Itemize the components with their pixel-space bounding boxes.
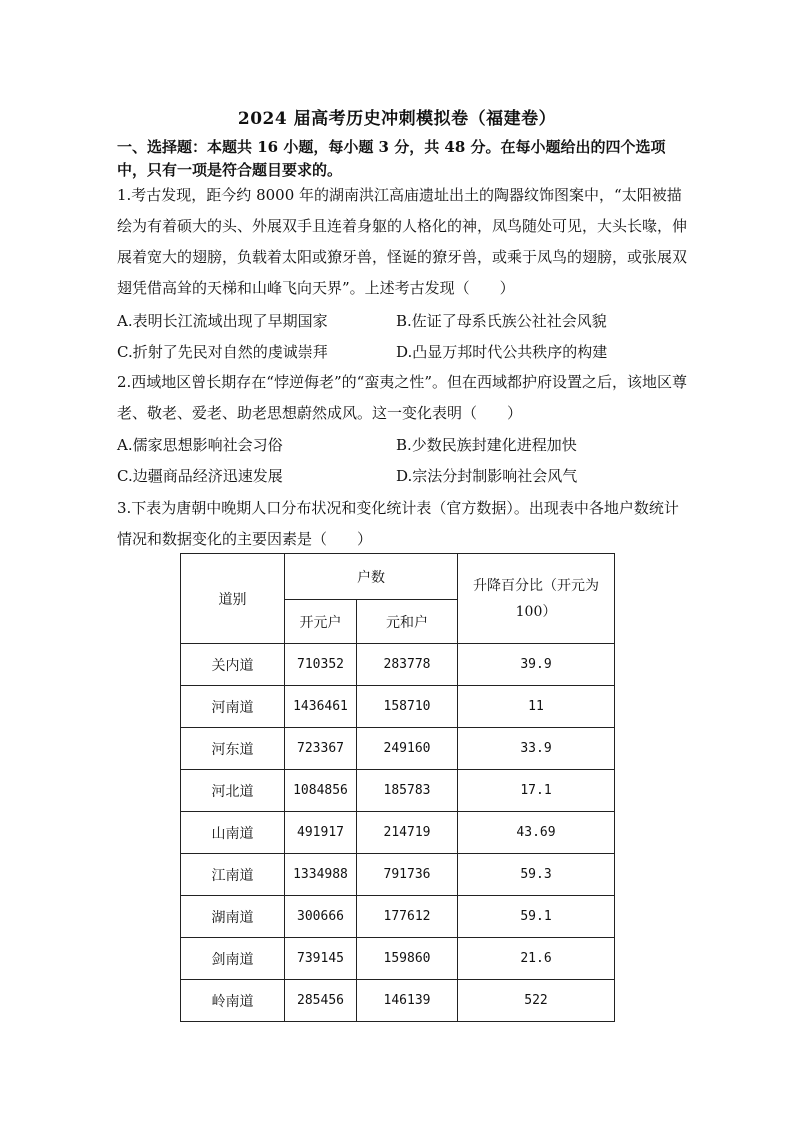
table-cell-percent: 522 bbox=[458, 980, 615, 1022]
table-cell-yuanhe: 159860 bbox=[357, 938, 458, 980]
table-row bbox=[181, 644, 615, 686]
table-cell-kaiyuan: 739145 bbox=[285, 938, 357, 980]
table-header-households: 户数 bbox=[285, 554, 458, 600]
table-cell-yuanhe: 146139 bbox=[357, 980, 458, 1022]
table-cell-kaiyuan: 710352 bbox=[285, 644, 357, 686]
table-cell-region: 关内道 bbox=[181, 644, 285, 686]
table-cell-yuanhe: 249160 bbox=[357, 728, 458, 770]
table-row bbox=[181, 770, 615, 812]
table-cell-region: 山南道 bbox=[181, 812, 285, 854]
table-cell-percent: 11 bbox=[458, 686, 615, 728]
question-2-option-a: A.儒家思想影响社会习俗 bbox=[117, 436, 283, 454]
table-row bbox=[181, 896, 615, 938]
table-cell-kaiyuan: 1334988 bbox=[285, 854, 357, 896]
table-cell-yuanhe: 177612 bbox=[357, 896, 458, 938]
table-cell-percent: 17.1 bbox=[458, 770, 615, 812]
table-cell-region: 河东道 bbox=[181, 728, 285, 770]
table-cell-kaiyuan: 1436461 bbox=[285, 686, 357, 728]
question-2-text: 2.西域地区曾长期存在“悖逆侮老”的“蛮夷之性”。但在西域都护府设置之后，该地区尊老、敬老、爱老、助老思想蔚然成风。这一变化表明（ ） bbox=[117, 373, 687, 422]
table-cell-region: 湖南道 bbox=[181, 896, 285, 938]
question-2-option-d: D.宗法分封制影响社会风气 bbox=[396, 467, 578, 485]
table-cell-region: 岭南道 bbox=[181, 980, 285, 1022]
section-instructions: 一、选择题：本题共 16 小题，每小题 3 分，共 48 分。在每小题给出的四个选项中，只有一项是符合题目要求的。 bbox=[117, 138, 666, 179]
population-table bbox=[180, 553, 615, 1022]
exam-title: 2024 届高考历史冲刺模拟卷（福建卷） bbox=[237, 109, 557, 129]
question-1-text: 1.考古发现，距今约 8000 年的湖南洪江高庙遗址出土的陶器纹饰图案中，“太阳被描绘为有着硕大的头、外展双手且连着身躯的人格化的神，凤鸟随处可见，大头长喙，伸展着宽大的翅膀，负载着太阳或獠牙兽，怪诞的獠牙兽，或乘于凤鸟的翅膀，或张展双翅凭借高耸的天梯和山峰飞向天界”。上述考古发现（ ） bbox=[117, 186, 688, 297]
table-cell-percent: 59.1 bbox=[458, 896, 615, 938]
table-row bbox=[181, 980, 615, 1022]
question-2-option-c: C.边疆商品经济迅速发展 bbox=[117, 467, 283, 485]
question-1-option-a: A.表明长江流域出现了早期国家 bbox=[117, 312, 328, 330]
table-cell-yuanhe: 214719 bbox=[357, 812, 458, 854]
table-cell-yuanhe: 158710 bbox=[357, 686, 458, 728]
question-1-option-c: C.折射了先民对自然的虔诚崇拜 bbox=[117, 343, 328, 361]
table-row bbox=[181, 728, 615, 770]
table-cell-percent: 33.9 bbox=[458, 728, 615, 770]
table-cell-percent: 21.6 bbox=[458, 938, 615, 980]
table-cell-region: 江南道 bbox=[181, 854, 285, 896]
table-row bbox=[181, 812, 615, 854]
table-cell-kaiyuan: 1084856 bbox=[285, 770, 357, 812]
table-cell-yuanhe: 185783 bbox=[357, 770, 458, 812]
table-header-region: 道别 bbox=[181, 554, 285, 644]
table-cell-kaiyuan: 723367 bbox=[285, 728, 357, 770]
table-cell-yuanhe: 791736 bbox=[357, 854, 458, 896]
question-1-option-d: D.凸显万邦时代公共秩序的构建 bbox=[396, 343, 608, 361]
table-cell-yuanhe: 283778 bbox=[357, 644, 458, 686]
question-3-text: 3.下表为唐朝中晚期人口分布状况和变化统计表（官方数据）。出现表中各地户数统计情况和数据变化的主要因素是（ ） bbox=[117, 499, 679, 548]
table-cell-percent: 59.3 bbox=[458, 854, 615, 896]
table-cell-kaiyuan: 285456 bbox=[285, 980, 357, 1022]
table-header-kaiyuan: 开元户 bbox=[285, 600, 357, 644]
table-header-change: 升降百分比（开元为100） bbox=[458, 554, 615, 644]
table-cell-percent: 43.69 bbox=[458, 812, 615, 854]
table-cell-percent: 39.9 bbox=[458, 644, 615, 686]
table-row bbox=[181, 686, 615, 728]
table-cell-kaiyuan: 491917 bbox=[285, 812, 357, 854]
question-2-option-b: B.少数民族封建化进程加快 bbox=[396, 436, 577, 454]
table-row bbox=[181, 938, 615, 980]
table-cell-kaiyuan: 300666 bbox=[285, 896, 357, 938]
question-1-option-b: B.佐证了母系氏族公社社会风貌 bbox=[396, 312, 607, 330]
table-row bbox=[181, 854, 615, 896]
table-cell-region: 河北道 bbox=[181, 770, 285, 812]
table-header-yuanhe: 元和户 bbox=[357, 600, 458, 644]
table-cell-region: 河南道 bbox=[181, 686, 285, 728]
table-cell-region: 剑南道 bbox=[181, 938, 285, 980]
